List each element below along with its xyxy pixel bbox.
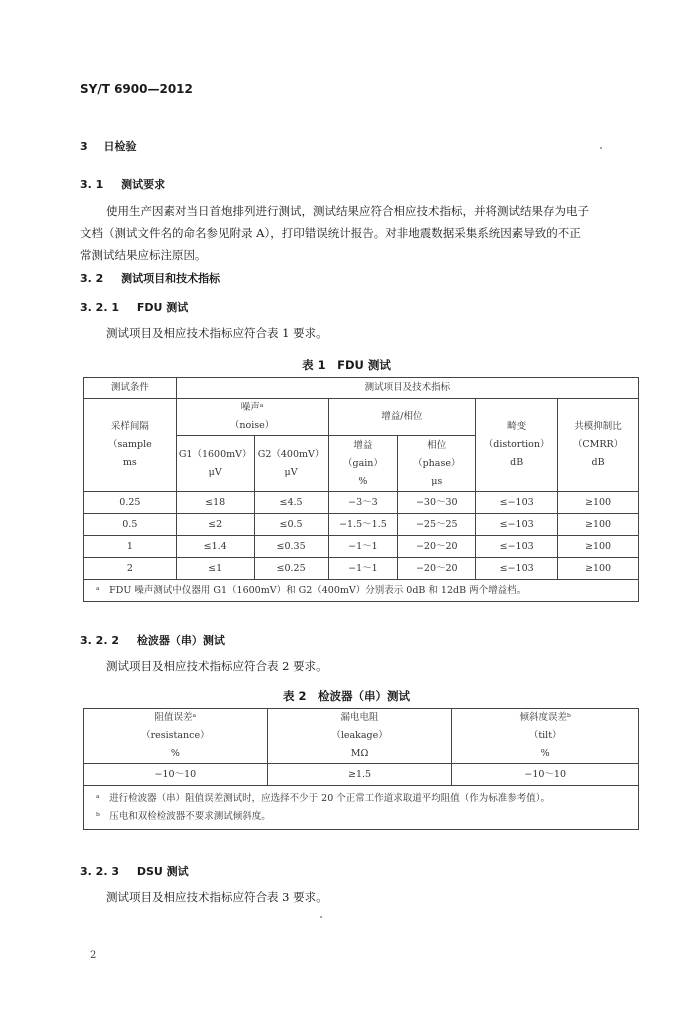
section-3-2-heading [80,270,220,286]
cell-line: 畸变 [507,421,527,432]
section-number: 3. 2. 2 [80,634,119,647]
table-1-caption: 表 1 FDU 测试 [302,358,391,372]
section-3-1-paragraph [80,200,640,266]
cell-line: dB [591,457,605,468]
table-row [84,492,639,514]
cell-line: ms [122,457,137,468]
section-title: 日检验 [103,140,137,153]
table-cell: ≥100 [558,492,639,514]
cell-line: μV [284,466,298,478]
cell-line: 相位 [427,439,447,451]
cell-line: （phase） [413,457,461,469]
table-1-footnote: ᵃ FDU 噪声测试中仪器用 G1（1600mV）和 G2（400mV）分别表示 0dB 和 12dB 两个增益档。 [84,580,639,602]
table-cell: −25～25 [398,514,476,536]
table-cell: −20～20 [398,558,476,580]
cell-line: （gain） [342,457,383,469]
table-cell: 0.5 [84,514,177,536]
cell-line: （sample [107,439,152,450]
cell-line: % [358,475,368,487]
section-number: 3. 2. 1 [80,301,119,314]
section-number: 3 [80,140,88,153]
table-cell: ≤1.4 [176,536,254,558]
cell-line: % [540,748,550,759]
cell-line: G1（1600mV） [178,448,252,460]
header-cell [267,709,452,764]
header-cell [254,436,328,492]
header-cell [452,709,639,764]
table-cell: −10～10 [452,764,639,786]
table-cell: ≤1 [176,558,254,580]
section-title: DSU 测试 [136,865,189,878]
paragraph-line: 文档（测试文件名的命名参见附录 A），打印错误统计报告。对非地震数据采集系统因素导致的不正 [80,226,581,240]
cell-line: dB [510,457,524,468]
table-cell: −1～1 [328,558,398,580]
table-cell: −1.5～1.5 [328,514,398,536]
cell-line: 增益 [353,439,373,451]
cell-line: 采样间隔 [110,421,149,432]
table-2 [83,708,639,830]
table-row [84,514,639,536]
section-3-2-1-heading [80,299,188,315]
table-row [84,536,639,558]
header-cell [176,436,254,492]
table-cell: −20～20 [398,536,476,558]
header-cell: 增益/相位 [328,399,476,436]
table-cell: ≥100 [558,514,639,536]
section-title: 测试要求 [121,178,166,191]
scan-speck [320,916,322,918]
section-3-2-3-paragraph: 测试项目及相应技术指标应符合表 3 要求。 [106,890,328,904]
cell-line: 噪声ᵃ [240,402,264,413]
table-cell: ≥100 [558,558,639,580]
paragraph-line: 使用生产因素对当日首炮排列进行测试，测试结果应符合相应技术指标，并将测试结果存为电子 [106,204,589,218]
section-title: 检波器（串）测试 [136,634,225,647]
table-cell: −10～10 [84,764,268,786]
cell-line: 漏电电阻 [340,712,379,723]
header-cell [176,399,328,436]
section-number: 3. 1 [80,178,104,191]
cell-line: （noise） [229,420,275,431]
header-cell [558,399,639,492]
cell-line: 倾斜度误差ᵇ [519,712,571,723]
section-number: 3. 2. 3 [80,865,119,878]
section-3-heading [80,138,137,154]
section-3-1-heading [80,176,165,192]
cell-line: % [170,748,180,759]
table-cell: ≥100 [558,536,639,558]
cell-line: （leakage） [331,730,388,741]
paragraph-line: 常测试结果应标注原因。 [80,248,207,262]
section-3-2-2-paragraph: 测试项目及相应技术指标应符合表 2 要求。 [106,659,328,673]
standard-code: SY/T 6900—2012 [80,82,193,96]
table-row [84,764,639,786]
cell-line: μV [208,466,222,478]
cell-line: （resistance） [141,730,210,741]
section-3-2-1-paragraph: 测试项目及相应技术指标应符合表 1 要求。 [106,326,328,340]
cell-line: G2（400mV） [257,448,325,460]
table-cell: ≥1.5 [267,764,452,786]
table-cell: ≤4.5 [254,492,328,514]
cell-line: μs [431,475,443,487]
header-cell: 测试项目及技术指标 [176,378,638,399]
cell-line: （distortion） [483,439,550,450]
cell-line: （tilt） [528,730,562,741]
section-number: 3. 2 [80,272,104,285]
table-row [84,558,639,580]
header-cell: 测试条件 [84,378,177,399]
table-cell: ≤−103 [476,492,558,514]
table-cell: ≤2 [176,514,254,536]
table-cell: −1～1 [328,536,398,558]
scan-speck [600,147,602,149]
header-cell [328,436,398,492]
section-3-2-3-heading [80,863,189,879]
table-cell: ≤18 [176,492,254,514]
table-cell: ≤−103 [476,536,558,558]
table-cell: −3～3 [328,492,398,514]
header-cell [84,399,177,492]
table-cell: −30～30 [398,492,476,514]
cell-line: （CMRR） [572,439,624,450]
section-title: 测试项目和技术指标 [121,272,221,285]
header-cell [398,436,476,492]
table-2-caption: 表 2 检波器（串）测试 [282,689,410,703]
table-cell: ≤0.5 [254,514,328,536]
cell-line: 共模抑制比 [574,421,622,432]
table-cell: ≤−103 [476,558,558,580]
table-cell: ≤0.35 [254,536,328,558]
footnote-b: ᵇ 压电和双检检波器不要求测试倾斜度。 [96,810,271,822]
page-number: 2 [90,950,97,961]
section-3-2-2-heading [80,632,225,648]
table-cell: 1 [84,536,177,558]
footnote-a: ᵃ 进行检波器（串）阻值误差测试时，应选择不少于 20 个正常工作道求取道平均阻值（作为标准参考值）。 [96,792,551,804]
section-title: FDU 测试 [136,301,189,314]
table-cell: ≤0.25 [254,558,328,580]
header-cell [84,709,268,764]
table-2-footnotes [84,786,639,830]
cell-line: 阻值误差ᵃ [154,712,197,723]
header-cell [476,399,558,492]
table-cell: ≤−103 [476,514,558,536]
table-1 [83,377,639,602]
cell-line: MΩ [350,748,369,759]
table-cell: 0.25 [84,492,177,514]
table-cell: 2 [84,558,177,580]
